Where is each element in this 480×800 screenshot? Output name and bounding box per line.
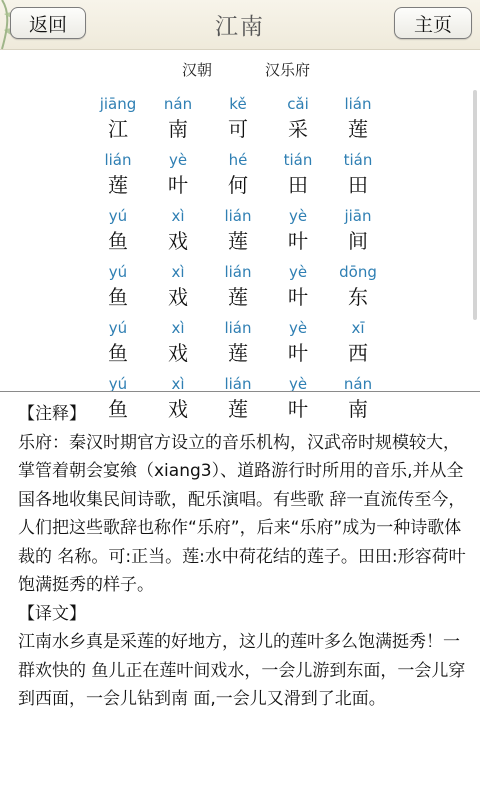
pinyin-label: jiān — [344, 207, 372, 225]
hanzi-char: 莲 — [348, 117, 368, 141]
hanzi-char: 戏 — [168, 229, 188, 253]
hanzi-char: 戏 — [168, 285, 188, 309]
poem-char-cell — [208, 262, 268, 318]
translation-text: 江南水乡真是采莲的好地方，这儿的莲叶多么饱满挺秀！一群欢快的 鱼儿正在莲叶间戏水，一会儿游到东面，一会儿穿到西面，一会儿钻到南 面,一会儿又滑到了北面。 — [18, 632, 466, 709]
pinyin-label: yè — [288, 375, 308, 393]
hanzi-char: 可 — [228, 117, 248, 141]
top-bar — [0, 0, 480, 50]
pinyin-label: jiāng — [99, 95, 137, 113]
poem-char-cell — [88, 206, 148, 262]
pinyin-label: nán — [163, 95, 193, 113]
pinyin-label: tián — [283, 151, 313, 169]
pinyin-label: yè — [168, 151, 188, 169]
hanzi-char: 南 — [168, 117, 188, 141]
pinyin-label: nán — [343, 375, 373, 393]
pinyin-label: xì — [171, 375, 185, 393]
poem-dynasty: 汉朝 — [182, 61, 213, 79]
pinyin-label: yè — [288, 319, 308, 337]
poem-line — [88, 318, 388, 374]
hanzi-char: 采 — [288, 117, 308, 141]
poem-char-cell — [328, 262, 388, 318]
poem-author: 汉乐府 — [265, 61, 311, 79]
hanzi-char: 西 — [348, 341, 368, 365]
annotation-text: 乐府：秦汉时期官方设立的音乐机构，汉武帝时规模较大，掌管着朝会宴飨（xiang3）、道路游行时所用的音乐,并从全国各地收集民间诗歌，配乐演唱。有些歌 辞一直流传至今，人们把这些歌辞也称作“乐府”，后来“乐府”成为一种诗歌体裁的 名称。可:正当。莲:水中荷花结的莲子。田田:形容荷叶饱满挺秀的样子。 — [18, 432, 466, 595]
poem-char-cell — [268, 262, 328, 318]
poem-meta — [0, 59, 480, 81]
poem-char-cell — [208, 318, 268, 374]
poem-char-cell — [208, 206, 268, 262]
pinyin-label: lián — [224, 319, 252, 337]
poem-char-cell — [88, 262, 148, 318]
annotation-heading: 【注释】 — [18, 404, 86, 424]
poem-line — [88, 262, 388, 318]
poem-char-cell — [148, 318, 208, 374]
poem-line — [88, 150, 388, 206]
hanzi-char: 叶 — [288, 285, 308, 309]
poem-char-cell — [88, 318, 148, 374]
pinyin-label: lián — [104, 151, 132, 169]
hanzi-char: 田 — [288, 173, 308, 197]
hanzi-char: 莲 — [228, 285, 248, 309]
pinyin-label: lián — [224, 207, 252, 225]
poem-char-cell — [328, 94, 388, 150]
poem-line — [88, 94, 388, 150]
pinyin-label: cǎi — [287, 95, 309, 113]
hanzi-char: 叶 — [288, 229, 308, 253]
poem-char-cell — [328, 318, 388, 374]
poem-char-cell — [268, 94, 328, 150]
pinyin-label: yú — [108, 207, 128, 225]
page-title: 江南 — [215, 14, 265, 40]
poem-scrollbar[interactable] — [473, 90, 477, 320]
hanzi-char: 戏 — [168, 341, 188, 365]
hanzi-char: 何 — [228, 173, 248, 197]
pinyin-label: yú — [108, 319, 128, 337]
poem-char-cell — [148, 94, 208, 150]
poem-char-cell — [268, 318, 328, 374]
poem-char-cell — [148, 150, 208, 206]
hanzi-char: 鱼 — [108, 229, 128, 253]
hanzi-char: 田 — [348, 173, 368, 197]
poem-char-cell — [328, 150, 388, 206]
hanzi-char: 莲 — [228, 341, 248, 365]
hanzi-char: 莲 — [228, 229, 248, 253]
pinyin-label: xì — [171, 207, 185, 225]
pinyin-label: yè — [288, 207, 308, 225]
hanzi-char: 戏 — [168, 397, 188, 421]
hanzi-char: 莲 — [108, 173, 128, 197]
pinyin-label: yè — [288, 263, 308, 281]
hanzi-char: 间 — [348, 229, 368, 253]
pinyin-label: kě — [229, 95, 247, 113]
hanzi-char: 鱼 — [108, 397, 128, 421]
pinyin-label: yú — [108, 263, 128, 281]
poem-char-cell — [148, 206, 208, 262]
translation-heading: 【译文】 — [18, 603, 86, 624]
notes-panel[interactable] — [18, 400, 468, 760]
home-button[interactable]: 主页 — [394, 7, 472, 39]
poem-char-cell — [268, 206, 328, 262]
poem-line — [88, 206, 388, 262]
pinyin-label: xī — [351, 319, 365, 337]
poem-char-cell — [88, 94, 148, 150]
pinyin-label: xì — [171, 319, 185, 337]
back-button[interactable]: 返回 — [10, 7, 86, 39]
pinyin-label: lián — [224, 375, 252, 393]
pinyin-label: lián — [224, 263, 252, 281]
poem-char-cell — [328, 206, 388, 262]
poem-grid — [88, 94, 388, 430]
pinyin-label: yú — [108, 375, 128, 393]
poem-char-cell — [148, 262, 208, 318]
hanzi-char: 南 — [348, 397, 368, 421]
hanzi-char: 鱼 — [108, 341, 128, 365]
pinyin-label: tián — [343, 151, 373, 169]
poem-char-cell — [208, 94, 268, 150]
pinyin-label: xì — [171, 263, 185, 281]
hanzi-char: 江 — [108, 117, 128, 141]
section-divider — [0, 391, 480, 392]
poem-char-cell — [268, 150, 328, 206]
pinyin-label: hé — [228, 151, 248, 169]
pinyin-label: lián — [344, 95, 372, 113]
hanzi-char: 东 — [348, 285, 368, 309]
pinyin-label: dōng — [339, 263, 377, 281]
poem-char-cell — [208, 150, 268, 206]
hanzi-char: 叶 — [168, 173, 188, 197]
hanzi-char: 叶 — [288, 397, 308, 421]
hanzi-char: 鱼 — [108, 285, 128, 309]
poem-char-cell — [88, 150, 148, 206]
hanzi-char: 叶 — [288, 341, 308, 365]
hanzi-char: 莲 — [228, 397, 248, 421]
